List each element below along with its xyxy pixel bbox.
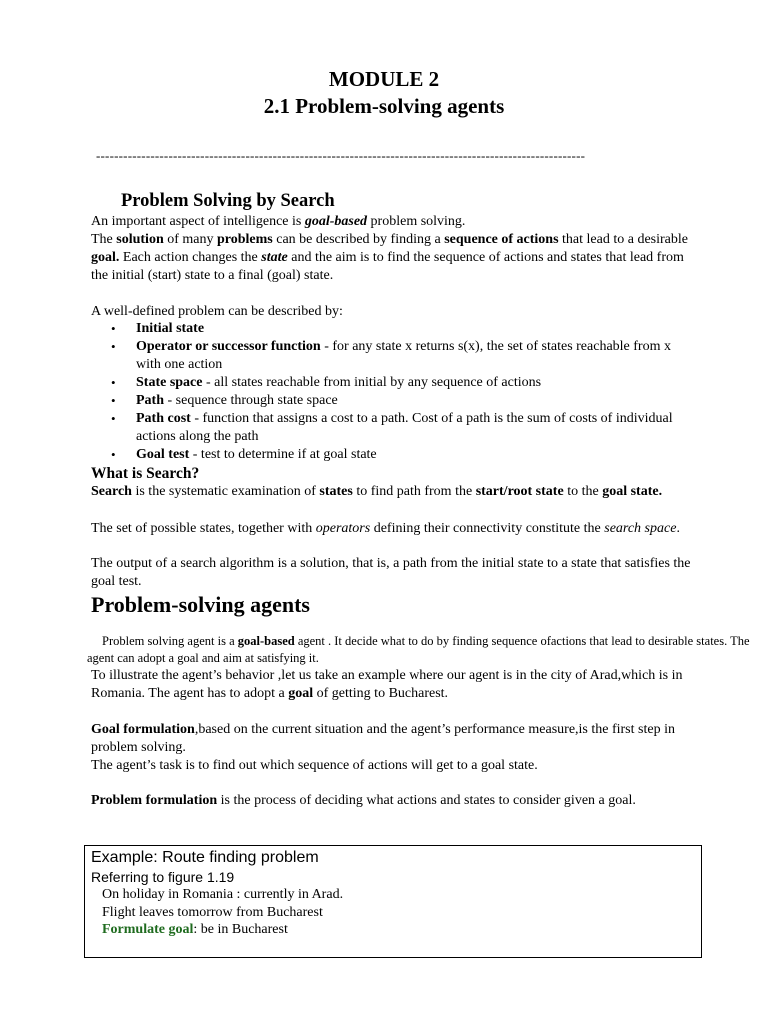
paragraph-search-space: The set of possible states, together with operators defining their connectivity constitute the search space. <box>91 521 680 536</box>
list-item: • Operator or successor function - for any state x returns s(x), the set of states reachable from x with one action <box>111 339 671 372</box>
paragraph-problem-formulation: Problem formulation is the process of deciding what actions and states to consider given a goal. <box>91 793 636 808</box>
definition-list <box>91 320 691 464</box>
separator-rule: ------------------------------------------------------------------------------------------------------------ <box>96 148 586 163</box>
paragraph-search-definition: Search is the systematic examination of states to find path from the start/root state to the goal state. <box>91 484 663 499</box>
example-reference: Referring to figure 1.19 <box>91 869 235 885</box>
section-heading-agents: Problem-solving agents <box>91 592 310 617</box>
bullet-icon: • <box>111 321 116 336</box>
bullet-icon: • <box>111 411 116 426</box>
module-heading: MODULE 2 <box>328 67 440 91</box>
paragraph-well-defined: A well-defined problem can be described by: <box>91 304 343 319</box>
example-line-flight: Flight leaves tomorrow from Bucharest <box>102 905 323 920</box>
example-title: Example: Route finding problem <box>91 849 319 866</box>
bullet-icon: • <box>111 393 116 408</box>
list-item: • Path - sequence through state space <box>111 393 338 408</box>
list-item: • Initial state <box>111 321 205 336</box>
bullet-icon: • <box>111 375 116 390</box>
list-item: • State space - all states reachable from initial by any sequence of actions <box>111 375 542 390</box>
bullet-icon: • <box>111 447 116 462</box>
paragraph-agent-definition: Problem solving agent is a goal-based agent . It decide what to do by finding sequence ofactions that lead to desirable states. The agent can adopt a goal and aim at satisfying it. <box>87 634 750 665</box>
formulate-goal-label: Formulate goal <box>102 922 194 937</box>
bullet-icon: • <box>111 339 116 354</box>
example-box <box>84 845 702 958</box>
example-line-holiday: On holiday in Romania : currently in Arad. <box>102 887 344 902</box>
section-heading-search: Problem Solving by Search <box>121 191 335 211</box>
page-title: 2.1 Problem-solving agents <box>263 94 505 118</box>
list-item: • Goal test - test to determine if at goal state <box>111 447 377 462</box>
paragraph-goal-formulation: Goal formulation,based on the current situation and the agent’s performance measure,is the first step in problem solving. <box>91 722 675 755</box>
example-line-goal: Formulate goal: be in Bucharest <box>102 922 288 937</box>
section-heading-what-is-search: What is Search? <box>91 465 200 482</box>
paragraph-solution: The solution of many problems can be described by finding a sequence of actions that lead to a desirable goal. Each action changes the state and the aim is to find the sequence of actions and states that lead from the initial (start) state to a final (goal) state. <box>91 232 688 283</box>
paragraph-illustration: To illustrate the agent’s behavior ,let us take an example where our agent is in the city of Arad,which is in Romania. The agent has to adopt a goal of getting to Bucharest. <box>91 668 683 701</box>
paragraph-goal-based: An important aspect of intelligence is goal-based problem solving. <box>91 214 466 229</box>
paragraph-search-output: The output of a search algorithm is a solution, that is, a path from the initial state to a state that satisfies the goal test. <box>91 556 691 589</box>
paragraph-agent-task: The agent’s task is to find out which sequence of actions will get to a goal state. <box>91 758 538 773</box>
list-item: • Path cost - function that assigns a cost to a path. Cost of a path is the sum of costs of individual actions along the path <box>111 411 673 444</box>
